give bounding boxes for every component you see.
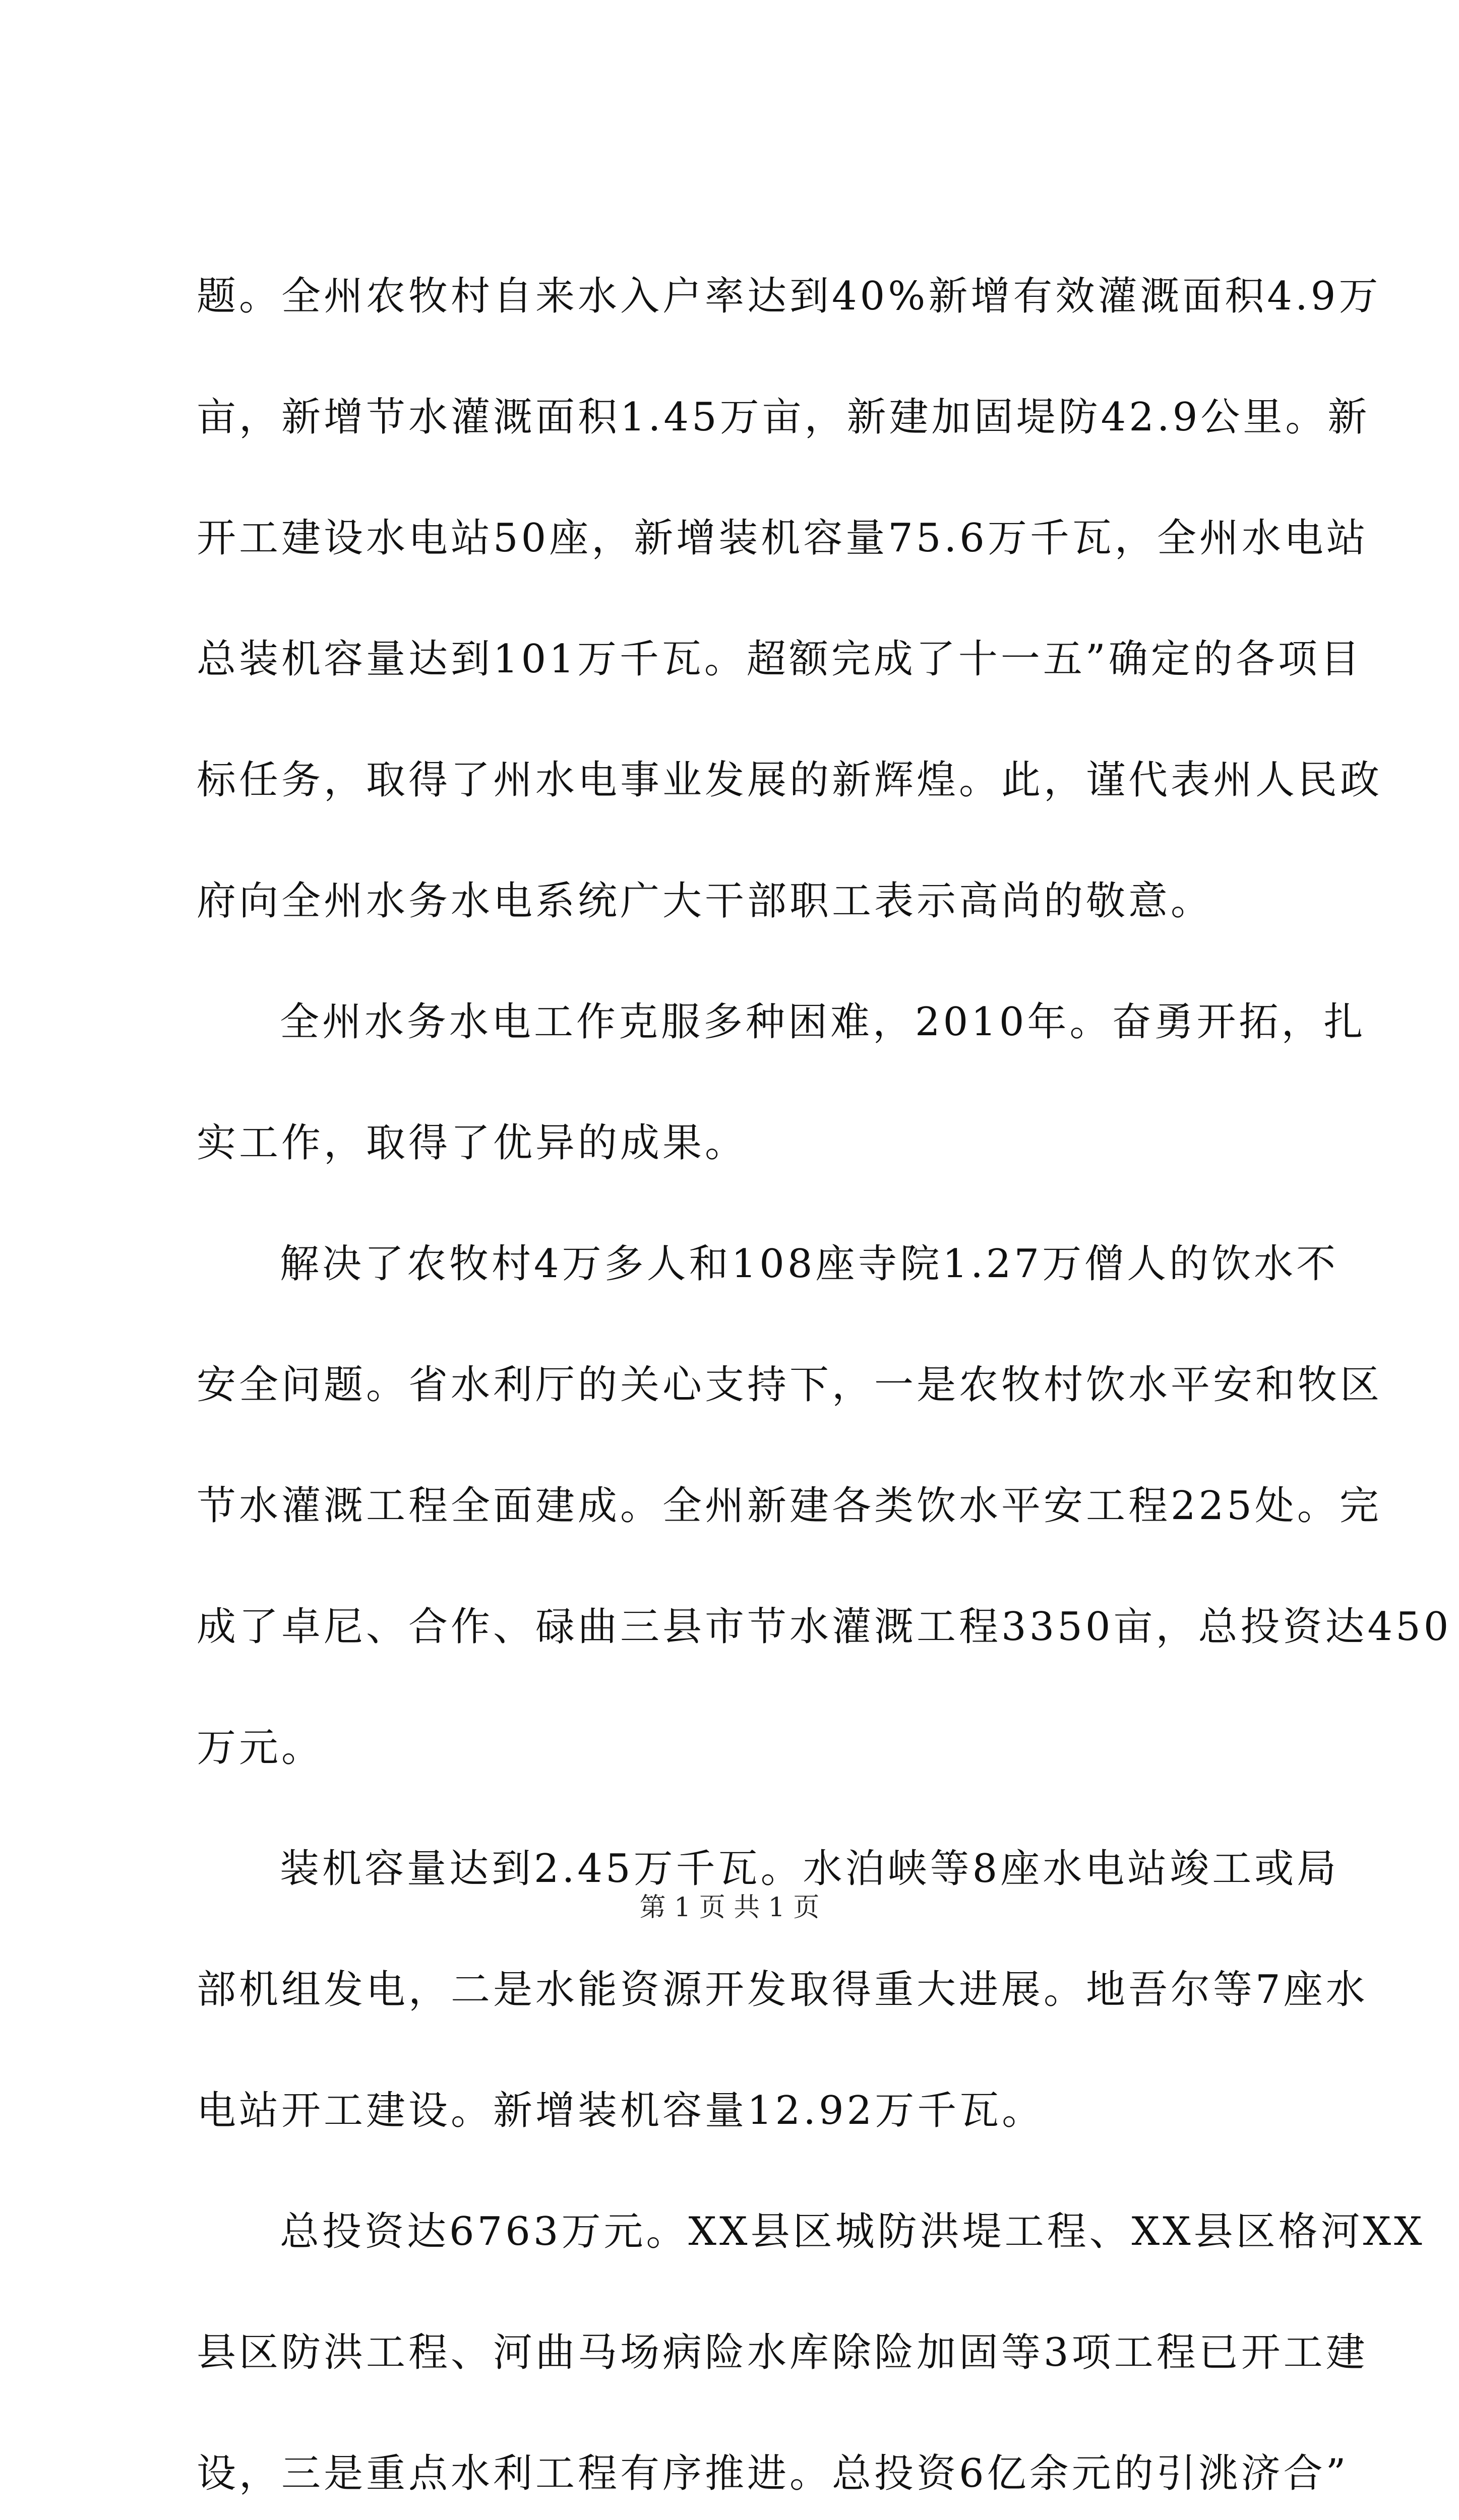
text-line: 节水灌溉工程全面建成。全州新建各类饮水平安工程225处。完	[197, 1483, 1382, 1529]
text-line: 县区防洪工程、河曲马场病险水库除险加固等3项工程已开工建	[197, 2330, 1368, 2375]
text-line: 万元。	[197, 1725, 324, 1771]
text-line: 亩，新增节水灌溉面积1.45万亩，新建加固堤防42.9公里。新	[197, 395, 1370, 440]
text-line: 实工作，取得了优异的成果。	[197, 1120, 748, 1166]
body-text	[197, 236, 1452, 2520]
text-line: 安全问题。省水利厅的关心支持下，一是农牧村饮水平安和牧区	[197, 1362, 1383, 1408]
page-number-label: 第 1 页 共 1 页	[639, 1893, 820, 1923]
paragraph-first-line: 全州水务水电工作克服多种困难，2010年。奋勇开拓，扎	[280, 999, 1366, 1045]
paragraph-first-line: 解决了农牧村4万多人和108座寺院1.27万僧人的饮水不	[280, 1241, 1339, 1287]
paragraph-first-line: 装机容量达到2.45万千瓦。水泊峡等8座水电站竣工或局	[280, 1846, 1340, 1892]
text-line: 题。全州农牧村自来水入户率达到40%新增有效灌溉面积4.9万	[197, 274, 1381, 319]
text-line: 成了卓尼、合作、碌曲三县市节水灌溉工程3350亩，总投资达450	[197, 1604, 1452, 1650]
text-line: 设，三是重点水利工程有序推进。总投资6亿余元的引洮济合”	[197, 2451, 1349, 2496]
page-footer	[0, 1887, 1459, 1928]
text-line: 府向全州水务水电系统广大干部职工表示高尚的敬意。	[197, 878, 1213, 924]
text-line: 部机组发电，二是水能资源开发取得重大进展。地吾尔等7座水	[197, 1967, 1368, 2012]
paragraph-first-line: 总投资达6763万元。XX县区城防洪堤工程、XX县区格河XX	[280, 2209, 1425, 2254]
text-line: 开工建设水电站50座，新增装机容量75.6万千瓦，全州水电站	[197, 516, 1369, 561]
text-line: 标任务，取得了州水电事业发展的新辉煌。此，谨代表州人民政	[197, 758, 1383, 803]
text-line: 总装机容量达到101万千瓦。超额完成了十一五”确定的各项目	[197, 637, 1363, 682]
text-line: 电站开工建设。新增装机容量12.92万千瓦。	[197, 2088, 1045, 2133]
